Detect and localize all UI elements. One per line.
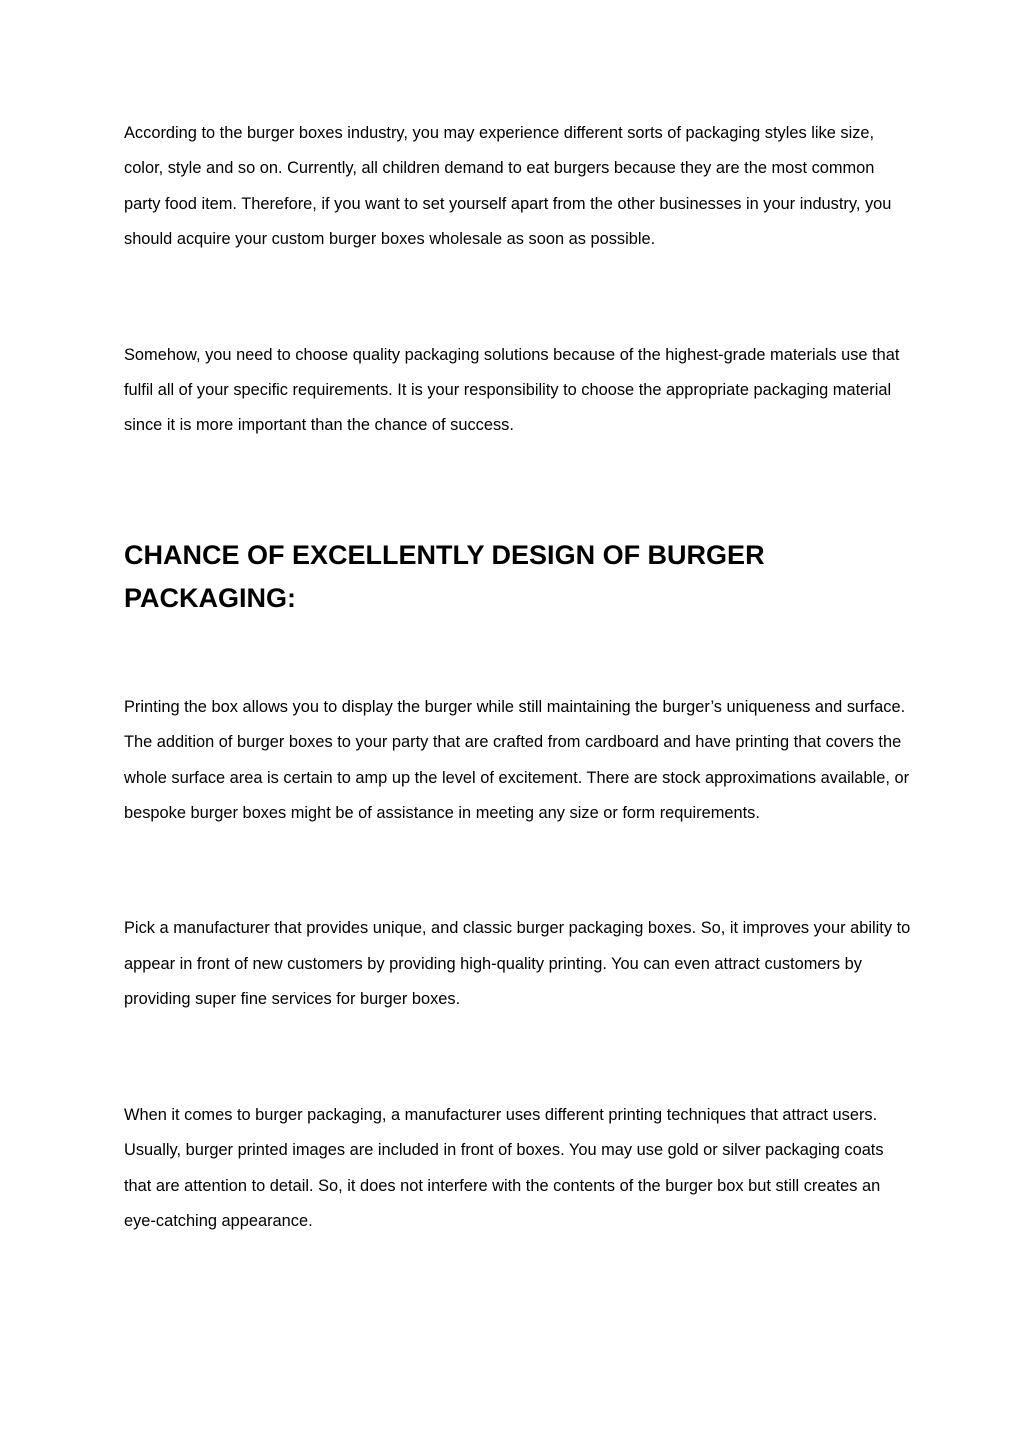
paragraph-pick-manufacturer: Pick a manufacturer that provides unique, and classic burger packaging boxes. So, it improves your ability to appear in front of new customers by providing high-quality printing. You can even attract customers by providing super fine services for burger boxes.: [124, 919, 911, 1009]
document-page: [124, 116, 914, 1239]
paragraph-intro: According to the burger boxes industry, you may experience different sorts of packaging styles like size, color, style and so on. Currently, all children demand to eat burgers because they are the most common party food item. Therefore, if you want to set yourself apart from the other businesses in your industry, you should acquire your custom burger boxes wholesale as soon as possible.: [124, 124, 892, 249]
paragraph-printing-box: Printing the box allows you to display the burger while still maintaining the burger’s uniqueness and surface. The addition of burger boxes to your party that are crafted from cardboard and have printing that covers the whole surface area is certain to amp up the level of excitement. There are stock approximations available, or bespoke burger boxes might be of assistance in meeting any size or form requirements.: [124, 697, 910, 823]
section-heading: CHANCE OF EXCELLENTLY DESIGN OF BURGER PACKAGING:: [124, 539, 765, 613]
paragraph-quality-packaging: Somehow, you need to choose quality packaging solutions because of the highest-grade materials use that fulfil all of your specific requirements. It is your responsibility to choose the appropriate packaging material since it is more important than the chance of success.: [124, 345, 900, 435]
paragraph-printing-techniques: When it comes to burger packaging, a manufacturer uses different printing techniques that attract users. Usually, burger printed images are included in front of boxes. You may use gold or silver packaging coats that are attention to detail. So, it does not interfere with the contents of the burger box but still creates an eye-catching appearance.: [124, 1105, 884, 1230]
